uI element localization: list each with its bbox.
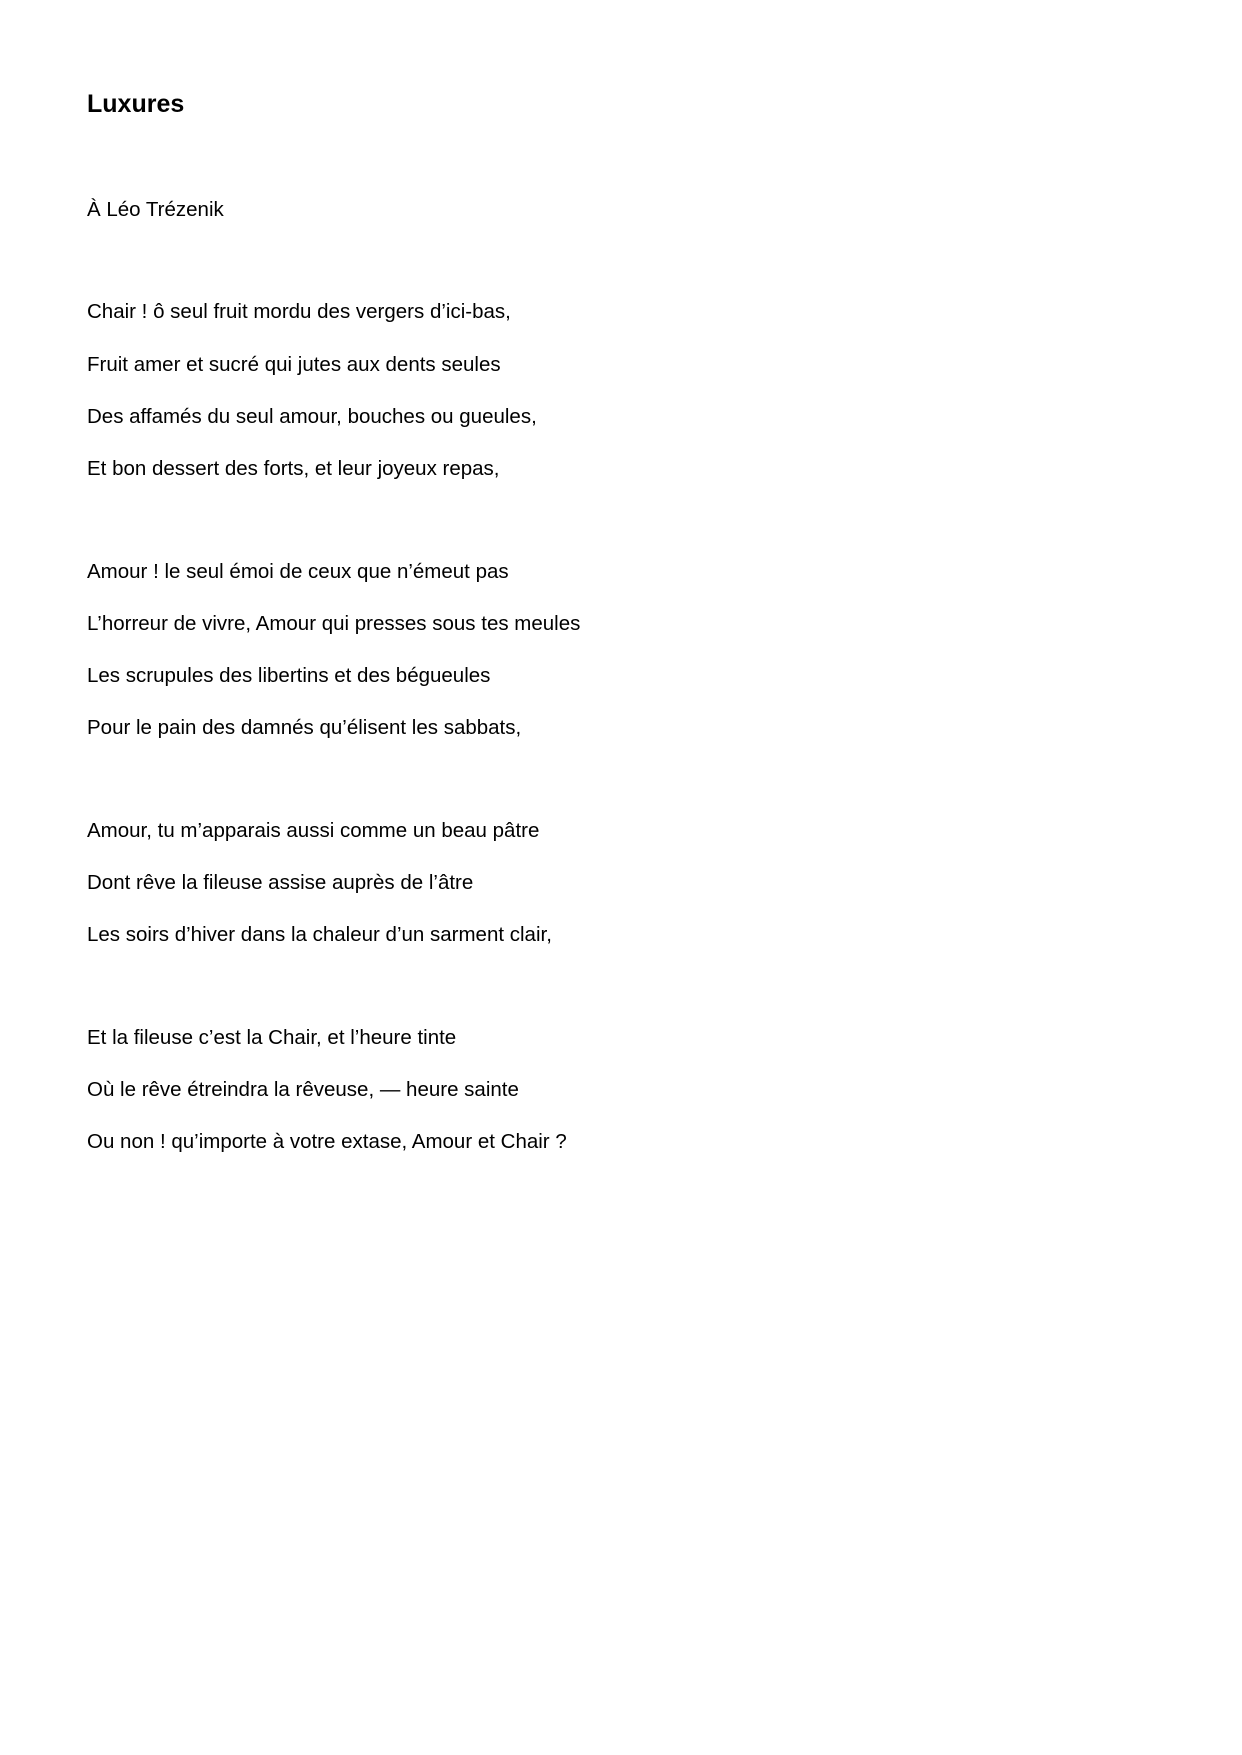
poem-title: Luxures bbox=[87, 90, 185, 118]
verse-line: Chair ! ô seul fruit mordu des vergers d’ici-bas, bbox=[87, 300, 511, 323]
verse-line: Et bon dessert des forts, et leur joyeux repas, bbox=[87, 457, 500, 480]
verse-line: Où le rêve étreindra la rêveuse, — heure sainte bbox=[87, 1078, 519, 1101]
verse-line: L’horreur de vivre, Amour qui presses sous tes meules bbox=[87, 612, 581, 635]
verse-line: Et la fileuse c’est la Chair, et l’heure tinte bbox=[87, 1026, 457, 1049]
poem-dedication: À Léo Trézenik bbox=[87, 198, 224, 221]
verse-line: Dont rêve la fileuse assise auprès de l’âtre bbox=[87, 871, 474, 894]
verse-line: Fruit amer et sucré qui jutes aux dents seules bbox=[87, 353, 501, 376]
verse-line: Pour le pain des damnés qu’élisent les sabbats, bbox=[87, 716, 522, 739]
verse-line: Les scrupules des libertins et des bégueules bbox=[87, 664, 491, 687]
verse-line: Amour ! le seul émoi de ceux que n’émeut pas bbox=[87, 560, 509, 583]
verse-line: Des affamés du seul amour, bouches ou gueules, bbox=[87, 405, 537, 428]
verse-line: Amour, tu m’apparais aussi comme un beau pâtre bbox=[87, 819, 540, 842]
verse-line: Ou non ! qu’importe à votre extase, Amour et Chair ? bbox=[87, 1130, 567, 1153]
verse-line: Les soirs d’hiver dans la chaleur d’un sarment clair, bbox=[87, 923, 552, 946]
